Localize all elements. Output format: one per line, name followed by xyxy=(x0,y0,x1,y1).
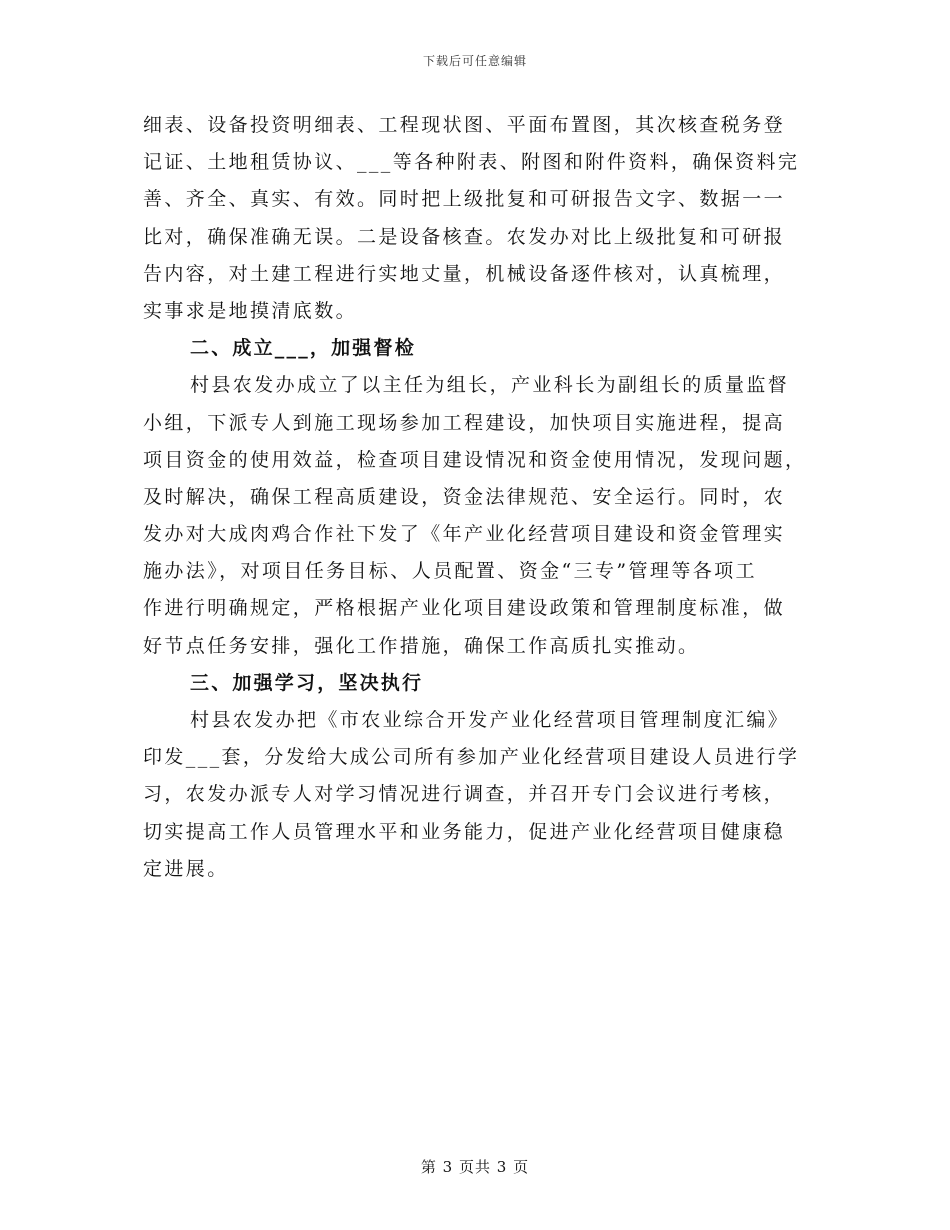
body-line: 习，农发办派专人对学习情况进行调查，并召开专门会议进行考核， xyxy=(143,783,786,806)
body-line: 印发___套，分发给大成公司所有参加产业化经营项目建设人员进行学 xyxy=(143,746,800,769)
body-line: 细表、设备投资明细表、工程现状图、平面布置图，其次核查税务登 xyxy=(143,114,786,136)
body-line: 村县农发办成立了以主任为组长，产业科长为副组长的质量监督 xyxy=(190,374,790,397)
body-line: 定进展。 xyxy=(143,857,229,880)
body-line: 善、齐全、真实、有效。同时把上级批复和可研报告文字、数据一一 xyxy=(143,188,786,211)
body-line: 村县农发办把《市农业综合开发产业化经营项目管理制度汇编》 xyxy=(190,709,790,731)
page-header: 下载后可任意编辑 xyxy=(422,54,527,68)
body-line: 记证、土地租赁协议、___等各种附表、附图和附件资料，确保资料完 xyxy=(143,151,800,174)
body-line: 实事求是地摸清底数。 xyxy=(143,299,358,322)
body-line: 施办法》，对项目任务目标、人员配置、资金“三专”管理等各项工 xyxy=(143,560,757,583)
body-line: 比对，确保准确无误。二是设备核查。农发办对比上级批复和可研报 xyxy=(143,225,786,248)
document-body xyxy=(143,107,811,888)
body-line: 项目资金的使用效益，检查项目建设情况和资金使用情况，发现问题， xyxy=(143,448,807,471)
body-line: 小组，下派专人到施工现场参加工程建设，加快项目实施进程，提高 xyxy=(143,411,786,434)
body-line: 好节点任务安排，强化工作措施，确保工作高质扎实推动。 xyxy=(143,634,700,657)
section-heading: 三、加强学习，坚决执行 xyxy=(190,671,424,694)
body-line: 切实提高工作人员管理水平和业务能力，促进产业化经营项目健康稳 xyxy=(143,820,786,843)
body-line: 作进行明确规定，严格根据产业化项目建设政策和管理制度标准，做 xyxy=(143,597,786,620)
body-line: 发办对大成肉鸡合作社下发了《年产业化经营项目建设和资金管理实 xyxy=(143,523,786,546)
section-heading: 二、成立___，加强督检 xyxy=(190,337,416,360)
page-footer: 第 3 页共 3 页 xyxy=(420,1158,530,1176)
body-line: 告内容，对土建工程进行实地丈量，机械设备逐件核对，认真梳理， xyxy=(143,262,786,285)
body-line: 及时解决，确保工程高质建设，资金法律规范、安全运行。同时，农 xyxy=(143,485,786,508)
